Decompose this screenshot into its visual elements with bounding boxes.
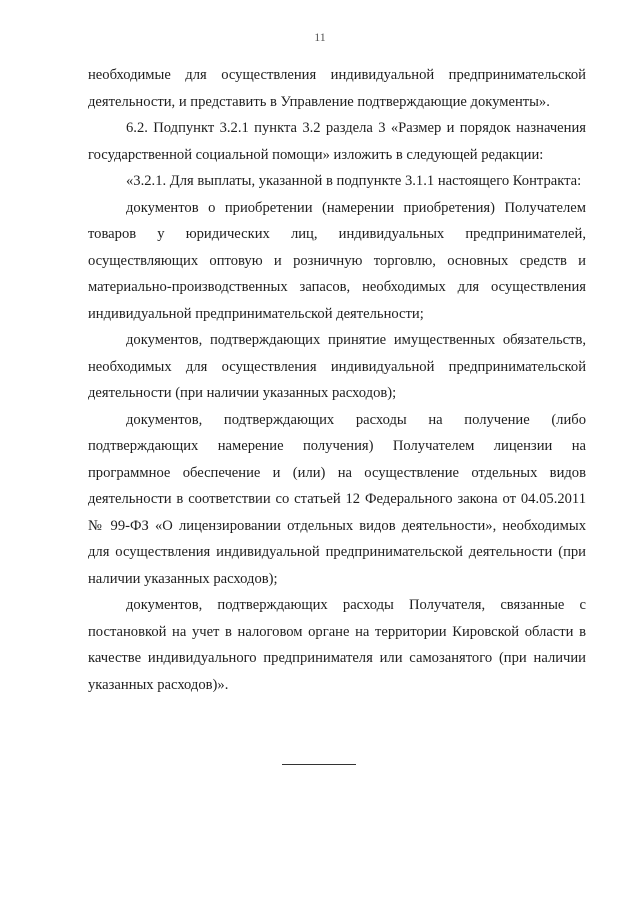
paragraph-license-expenses: документов, подтверждающих расходы на получение (либо подтверждающих намерение получения) Получателем лицензии на программное обеспечение и (или) на осуществление отдельных видов деятельности в соответствии со статьей 12 Федерального закона от 04.05.2011 № 99-ФЗ «О лицензировании отдельных видов деятельности», необходимых для осуществления индивидуальной предпринимательской деятельности (при наличии указанных расходов); bbox=[88, 411, 586, 587]
end-divider-line bbox=[282, 764, 356, 765]
paragraph-purchase-documents: документов о приобретении (намерении приобретения) Получателем товаров у юридических лиц, индивидуальных предпринимателей, осуществляющих оптовую и розничную торговлю, основных средств и материально-производственных запасов, необходимых для осуществления индивидуальной предпринимательской деятельности; bbox=[88, 199, 586, 322]
paragraph-subclause-3-2-1: «3.2.1. Для выплаты, указанной в подпункте 3.1.1 настоящего Контракта: bbox=[126, 173, 582, 189]
document-body bbox=[88, 62, 586, 698]
page-number: 11 bbox=[314, 30, 326, 44]
paragraph-property-obligations: документов, подтверждающих принятие имущественных обязательств, необходимых для осуществления индивидуальной предпринимательской деятельности (при наличии указанных расходов); bbox=[88, 332, 586, 401]
paragraph-amendment-6-2: 6.2. Подпункт 3.2.1 пункта 3.2 раздела 3 «Размер и порядок назначения государственной социальной помощи» изложить в следующей редакции: bbox=[88, 120, 586, 163]
paragraph-continuation: необходимые для осуществления индивидуальной предпринимательской деятельности, и представить в Управление подтверждающие документы». bbox=[88, 67, 586, 110]
paragraph-tax-registration: документов, подтверждающих расходы Получателя, связанные с постановкой на учет в налоговом органе на территории Кировской области в качестве индивидуального предпринимателя или самозанятого (при наличии указанных расходов)». bbox=[88, 597, 586, 693]
